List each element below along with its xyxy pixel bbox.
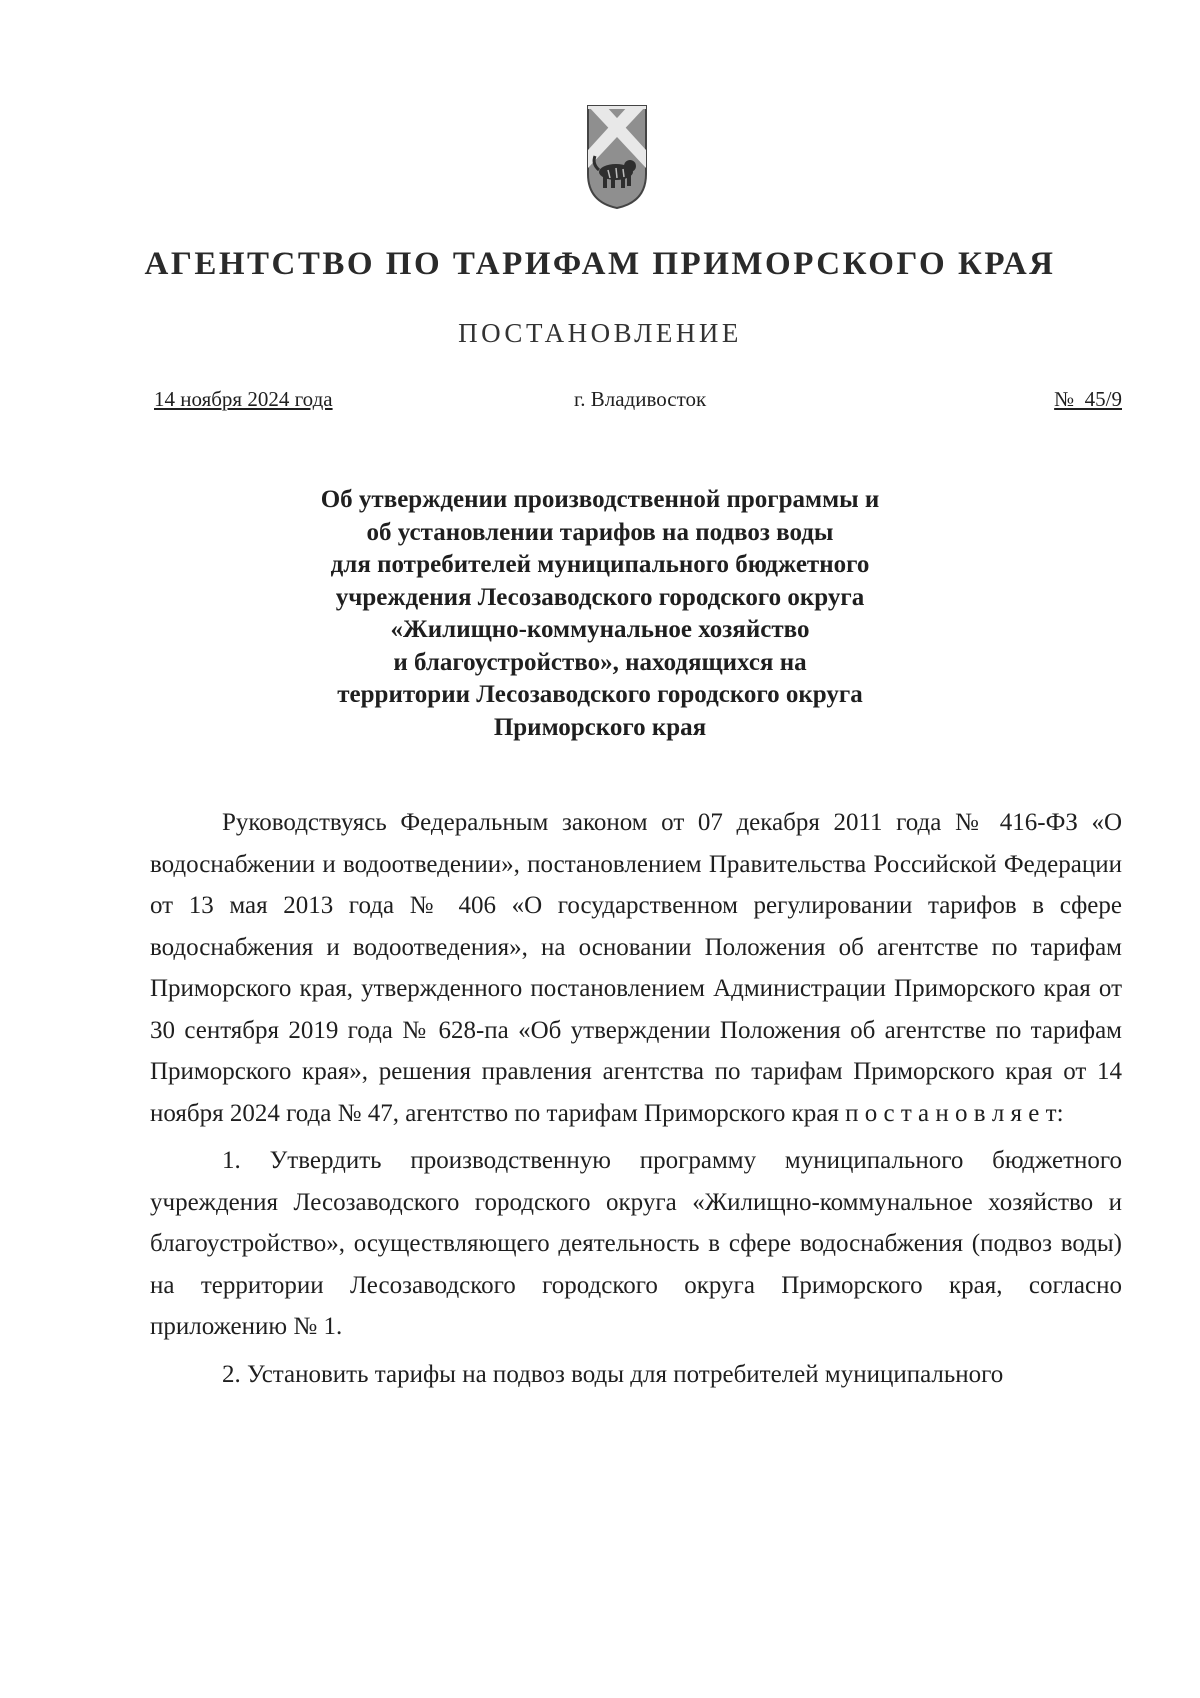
preamble-paragraph: [150, 802, 1122, 1134]
item-2-paragraph: 2. Установить тарифы на подвоз воды для потребителей муниципального: [222, 1360, 1004, 1388]
document-number: № 45/9: [1054, 387, 1122, 411]
title-line: Об утверждении производственной программы и: [320, 486, 880, 513]
title-line: для потребителей муниципального бюджетного: [330, 551, 870, 578]
title-line: об установлении тарифов на подвоз воды: [366, 518, 834, 546]
title-line: и благоустройство», находящихся на: [393, 648, 807, 676]
document-title: [250, 484, 950, 744]
title-line: «Жилищно-коммунальное хозяйство: [390, 616, 810, 643]
title-line: учреждения Лесозаводского городского округа: [335, 583, 865, 611]
document-date: 14 ноября 2024 года: [154, 387, 333, 411]
document-body: [150, 802, 1122, 1395]
title-line: территории Лесозаводского городского округа: [337, 681, 863, 708]
resolves-text: п о с т а н о в л я е т:: [845, 1099, 1064, 1127]
document-type: ПОСТАНОВЛЕНИЕ: [458, 318, 742, 348]
document-meta-row: [154, 387, 1122, 417]
preamble-text: Руководствуясь Федеральным законом от 07 декабря 2011 года № 416-ФЗ «О водоснабжении и водоотведении», постановлением Правительства Российской Федерации от 13 мая 2013 года № 406 «О государственном регулировании тарифов в сфере водоснабжения и водоотведения», на основании Положения об агентстве по тарифам Приморского края, утвержденного постановлением Администрации Приморского края от 30 сентября 2019 года № 628-па «Об утверждении Положения об агентстве по тарифам Приморского края», решения правления агентства по тарифам Приморского края от 14 ноября 2024 года № 47, агентство по тарифам Приморского края: [150, 809, 1122, 1127]
item-1-paragraph: 1. Утвердить производственную программу муниципального бюджетного учреждения Лесозаводского городского округа «Жилищно-коммунальное хозяйство и благоустройство», осуществляющего деятельность в сфере водоснабжения (подвоз воды) на территории Лесозаводского городского округа Приморского края, согласно приложению № 1.: [150, 1147, 1122, 1340]
primorsky-krai-coat-of-arms-icon: [586, 104, 648, 210]
document-city: г. Владивосток: [574, 387, 707, 411]
title-line: Приморского края: [493, 713, 707, 741]
agency-name: АГЕНТСТВО ПО ТАРИФАМ ПРИМОРСКОГО КРАЯ: [144, 246, 1056, 282]
